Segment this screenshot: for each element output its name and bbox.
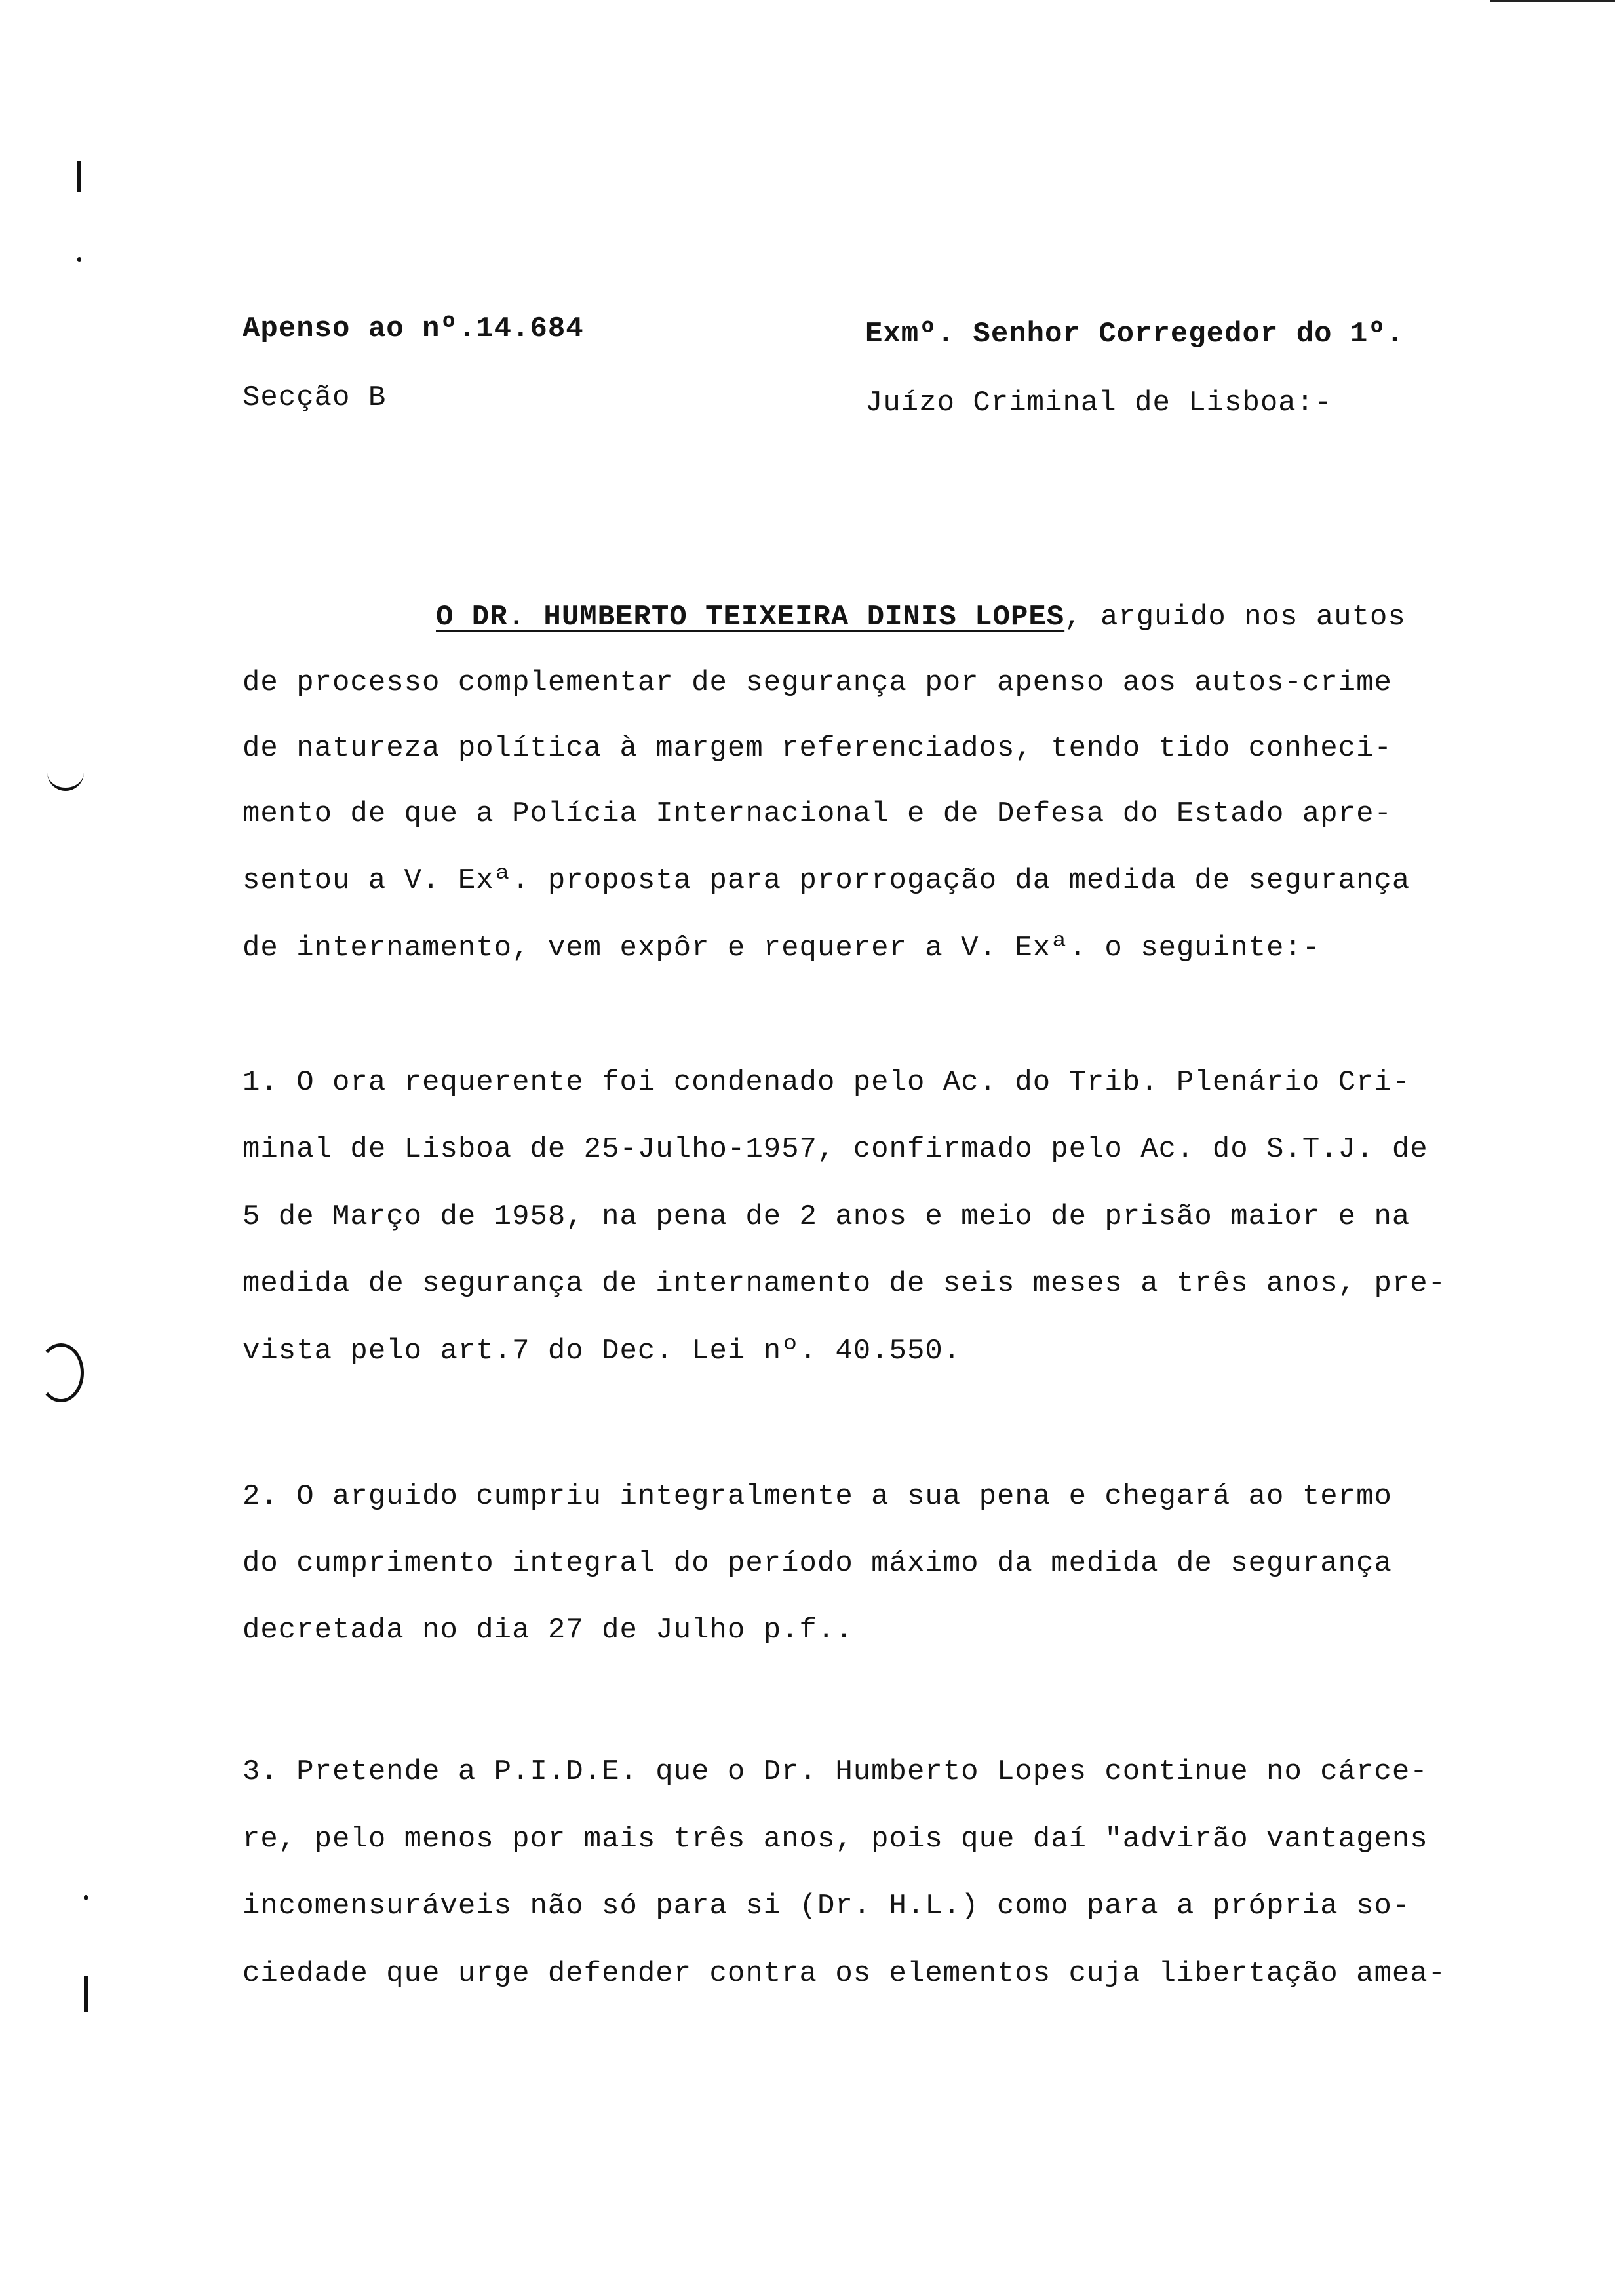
case-reference: Apenso ao nº.14.684 [243,313,584,345]
paragraph-3-line: 3. Pretende a P.I.D.E. que o Dr. Humberto Lopes continue no cárce- [243,1755,1428,1788]
intro-line: , arguido nos autos [1064,601,1406,634]
section-reference: Secção B [243,381,387,414]
paragraph-1-line: minal de Lisboa de 25-Julho-1957, confirmado pelo Ac. do S.T.J. de [243,1133,1428,1166]
margin-dot-top [77,257,81,262]
punch-hole-mark-top [77,161,81,192]
top-edge-rule [1490,0,1615,2]
paragraph-2-line: 2. O arguido cumpriu integralmente a sua pena e chegará ao termo [243,1480,1392,1513]
paragraph-3-line: incomensuráveis não só para si (Dr. H.L.) como para a própria so- [243,1890,1411,1923]
paragraph-3-line: ciedade que urge defender contra os elementos cuja libertação amea- [243,1957,1447,1990]
intro-line: sentou a V. Exª. proposta para prorrogação da medida de segurança [243,864,1411,897]
intro-line: de processo complementar de segurança por apenso aos autos-crime [243,666,1392,699]
punch-hole-mark-bottom [84,1976,88,2012]
margin-curve-mark [47,772,84,791]
intro-first-line [436,603,1615,632]
petitioner-name: O DR. HUMBERTO TEIXEIRA DINIS LOPES [436,601,1065,634]
addressee-line-1: Exmº. Senhor Corregedor do 1º. [865,318,1405,351]
intro-line: de natureza política à margem referenciados, tendo tido conheci- [243,732,1392,765]
paragraph-2-line: do cumprimento integral do período máximo da medida de segurança [243,1547,1392,1580]
margin-dot-bottom [84,1895,88,1900]
paragraph-2-line: decretada no dia 27 de Julho p.f.. [243,1614,853,1647]
paragraph-3-line: re, pelo menos por mais três anos, pois que daí "advirão vantagens [243,1823,1428,1856]
paragraph-1-line: 5 de Março de 1958, na pena de 2 anos e meio de prisão maior e na [243,1200,1411,1233]
punch-hole-left [38,1343,84,1402]
paragraph-1-line: 1. O ora requerente foi condenado pelo Ac. do Trib. Plenário Cri- [243,1066,1411,1099]
paragraph-1-line: medida de segurança de internamento de seis meses a três anos, pre- [243,1267,1447,1300]
addressee-line-2: Juízo Criminal de Lisboa:- [865,387,1333,419]
paragraph-1-line: vista pelo art.7 do Dec. Lei nº. 40.550. [243,1335,962,1368]
intro-line: mento de que a Polícia Internacional e de Defesa do Estado apre- [243,797,1392,830]
intro-line: de internamento, vem expôr e requerer a V. Exª. o seguinte:- [243,932,1321,965]
